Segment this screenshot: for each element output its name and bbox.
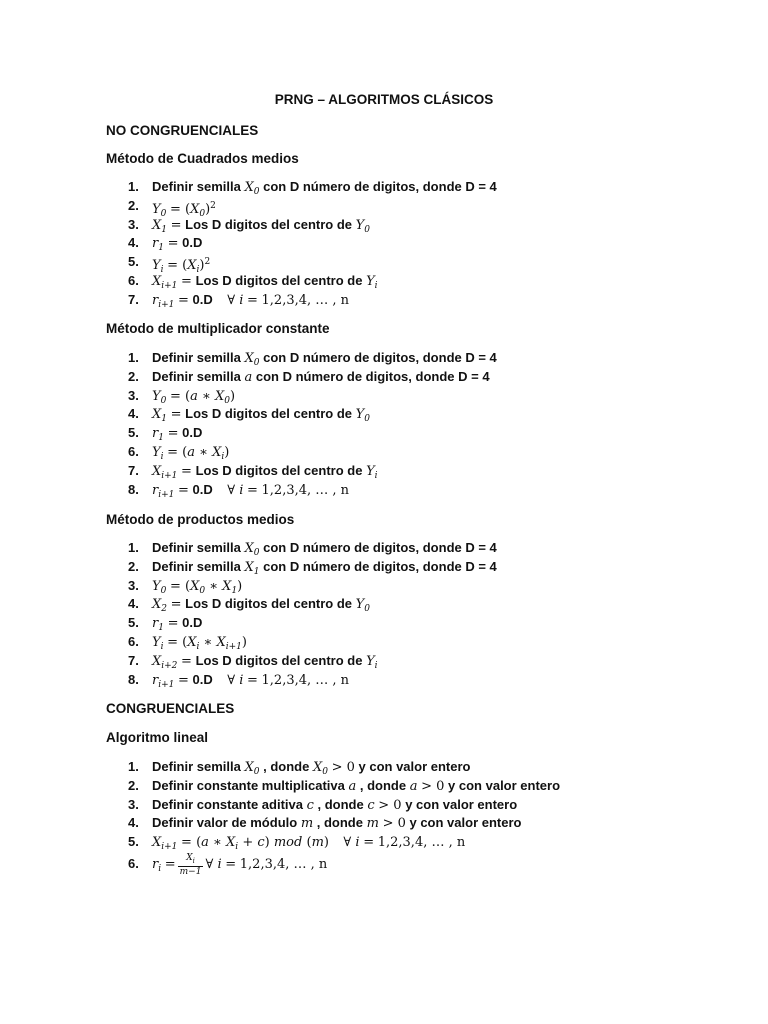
list-item: 5. $Y_i = (X_i)^2$ bbox=[128, 254, 211, 276]
section-heading-congruenciales: CONGRUENCIALES bbox=[106, 701, 235, 716]
list-item: 2. Definir semilla a con D número de digitos, donde D = 4 bbox=[128, 368, 490, 385]
list-item: 7. $X_{i+2}$ = Los D digitos del centro de $Y_i$ bbox=[128, 652, 378, 671]
page-title: PRNG – ALGORITMOS CLÁSICOS bbox=[274, 92, 494, 107]
fraction: $\frac{X_i}{m-1}$ bbox=[179, 852, 202, 877]
list-item: 7. $r_{i+1} = 0.D$ ∀ i = 1,2,3,4, … , n bbox=[128, 291, 350, 310]
list-cuadrados-medios bbox=[106, 178, 706, 310]
list-item: 4. $X_1$ = Los D digitos del centro de $Y_0$ bbox=[128, 406, 370, 425]
list-item: 3. $Y_0 = (X_0$ ∗ $X_1$) bbox=[128, 577, 243, 596]
list-item: 8. $r_{i+1} = 0.D$ ∀ i = 1,2,3,4, … , n bbox=[128, 671, 350, 690]
list-item: 3. Definir constante aditiva c , donde c > 0 y con valor entero bbox=[128, 796, 518, 813]
list-item: 2. Definir semilla $X_1$ con D número de digitos, donde D = 4 bbox=[128, 558, 497, 577]
list-item: 8. $r_{i+1} = 0.D$ ∀ i = 1,2,3,4, … , n bbox=[128, 481, 350, 500]
list-item: 1. Definir semilla $X_0$ , donde $X_0 > 0$ y con valor entero bbox=[128, 759, 471, 777]
list-productos-medios bbox=[106, 539, 706, 689]
list-multiplicador-constante bbox=[106, 349, 706, 499]
method-heading-cuadrados: Método de Cuadrados medios bbox=[106, 151, 299, 166]
list-item: 3. $X_1$ = Los D digitos del centro de $Y_0$ bbox=[128, 216, 370, 235]
method-heading-multiplicador: Método de multiplicador constante bbox=[106, 321, 330, 336]
list-item: 1. Definir semilla $X_0$ con D número de digitos, donde D = 4 bbox=[128, 179, 497, 197]
list-item: 2. Definir constante multiplicativa a , donde a > 0 y con valor entero bbox=[128, 777, 561, 794]
list-item: 4. Definir valor de módulo m , donde m > 0 y con valor entero bbox=[128, 815, 522, 832]
method-heading-productos: Método de productos medios bbox=[106, 512, 295, 527]
list-item: 5. $r_1 = 0.D$ bbox=[128, 425, 203, 444]
list-item: 4. $X_2$ = Los D digitos del centro de $Y_0$ bbox=[128, 596, 370, 615]
list-item: 7. $X_{i+1}$ = Los D digitos del centro de $Y_i$ bbox=[128, 462, 378, 481]
list-item: 4. $r_1 = 0.D$ bbox=[128, 235, 203, 254]
list-item: 2. $Y_0 = (X_0)^2$ bbox=[128, 197, 216, 219]
list-item: 6. $X_{i+1}$ = Los D digitos del centro de $Y_i$ bbox=[128, 272, 378, 291]
list-item: 1. Definir semilla $X_0$ con D número de digitos, donde D = 4 bbox=[128, 350, 497, 368]
list-item: 6. $Y_i = (X_i$ ∗ $X_{i+1}$) bbox=[128, 633, 247, 652]
section-heading-no-congruenciales: NO CONGRUENCIALES bbox=[106, 123, 259, 138]
list-item: 5. $X_{i+1} = (a$ ∗ $X_i + c$) mod (m) ∀ i = 1,2,3,4, … , n bbox=[128, 834, 466, 853]
list-algoritmo-lineal bbox=[106, 758, 706, 876]
list-item: 6. $r_i$ = $\frac{X_i}{m-1}$ ∀ i = 1,2,3,4, … , n bbox=[128, 852, 328, 877]
list-item: 3. $Y_0 = (a$ ∗ $X_0$) bbox=[128, 387, 236, 406]
method-heading-lineal: Algoritmo lineal bbox=[106, 730, 209, 745]
list-item: 1. Definir semilla $X_0$ con D número de digitos, donde D = 4 bbox=[128, 540, 497, 558]
list-item: 5. $r_1 = 0.D$ bbox=[128, 615, 203, 634]
list-item: 6. $Y_i = (a$ ∗ $X_i$) bbox=[128, 443, 230, 462]
